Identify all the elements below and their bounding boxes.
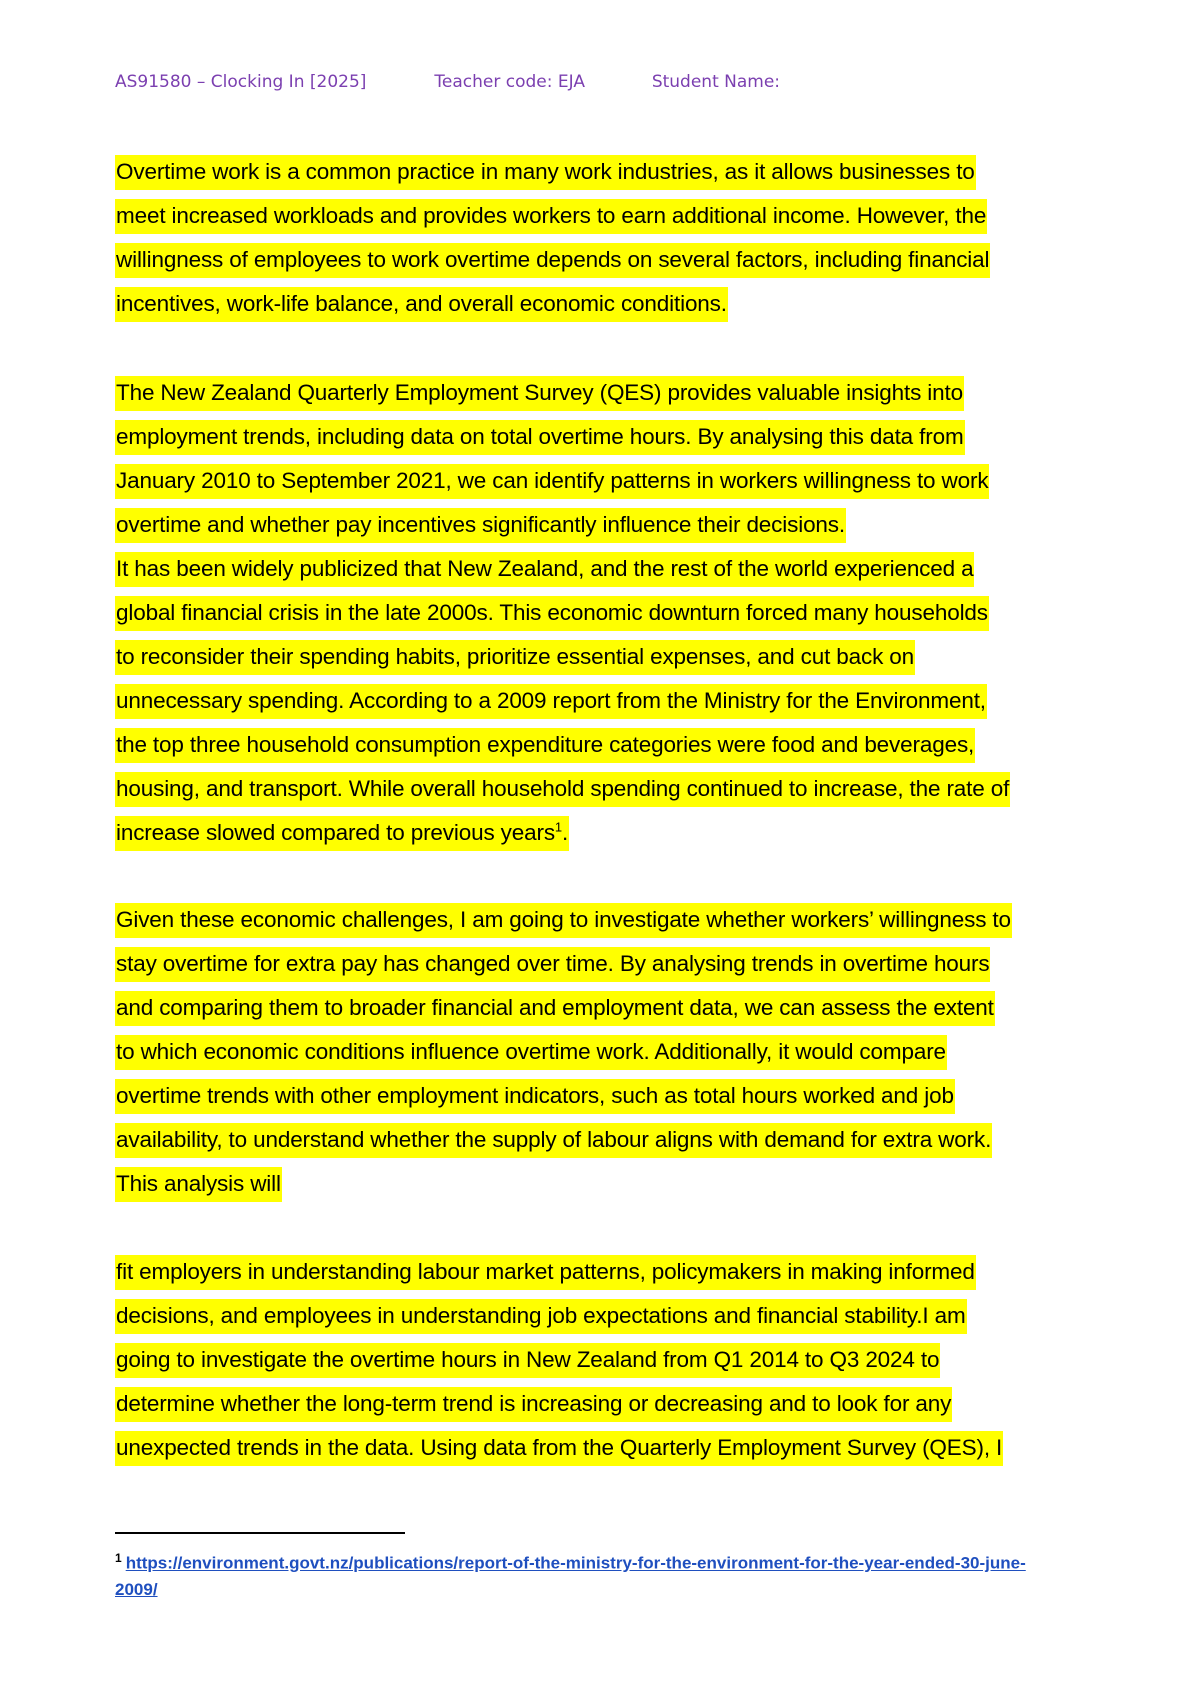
text-line: unnecessary spending. According to a 2009 report from the Ministry for the Environment, (115, 679, 1105, 723)
paragraph-3[interactable] (115, 898, 1105, 1206)
text-fragment: increase slowed compared to previous years (116, 820, 555, 845)
text-line: employment trends, including data on total overtime hours. By analysing this data from (115, 415, 1105, 459)
text-line: to which economic conditions influence overtime work. Additionally, it would compare (115, 1030, 1105, 1074)
text-line: Given these economic challenges, I am going to investigate whether workers’ willingness to (115, 898, 1105, 942)
student-name-label: Student Name: (651, 72, 781, 92)
text-line: overtime trends with other employment indicators, such as total hours worked and job (115, 1074, 1105, 1118)
text-line: to reconsider their spending habits, prioritize essential expenses, and cut back on (115, 635, 1105, 679)
footnote-link[interactable] (115, 1554, 1026, 1599)
text-line: The New Zealand Quarterly Employment Survey (QES) provides valuable insights into (115, 371, 1105, 415)
page-header (115, 72, 780, 92)
text-line: determine whether the long-term trend is increasing or decreasing and to look for any (115, 1382, 1105, 1426)
text-line: going to investigate the overtime hours in New Zealand from Q1 2014 to Q3 2024 to (115, 1338, 1105, 1382)
text-line: This analysis will (115, 1162, 1105, 1206)
footnote-number: 1 (115, 1551, 122, 1565)
text-line: willingness of employees to work overtime depends on several factors, including financial (115, 238, 1105, 282)
footnote (115, 1545, 1105, 1603)
paragraph-4[interactable] (115, 1250, 1105, 1470)
text-line: Overtime work is a common practice in many work industries, as it allows businesses to (115, 150, 1105, 194)
text-line: January 2010 to September 2021, we can identify patterns in workers willingness to work (115, 459, 1105, 503)
text-line: the top three household consumption expenditure categories were food and beverages, (115, 723, 1105, 767)
text-line: global financial crisis in the late 2000s. This economic downturn forced many households (115, 591, 1105, 635)
text-line: housing, and transport. While overall household spending continued to increase, the rate of (115, 767, 1105, 811)
text-line: unexpected trends in the data. Using data from the Quarterly Employment Survey (QES), I (115, 1426, 1105, 1470)
paragraph-2[interactable] (115, 371, 1105, 855)
text-line: availability, to understand whether the supply of labour aligns with demand for extra work. (115, 1118, 1105, 1162)
text-line (115, 811, 1105, 855)
footnote-link-line-2: 2009/ (115, 1579, 158, 1599)
text-line: overtime and whether pay incentives significantly influence their decisions. (115, 503, 1105, 547)
teacher-code: Teacher code: EJA (434, 72, 585, 92)
text-line: incentives, work-life balance, and overall economic conditions. (115, 282, 1105, 326)
text-line: stay overtime for extra pay has changed over time. By analysing trends in overtime hours (115, 942, 1105, 986)
paragraph-1[interactable] (115, 150, 1105, 326)
footnote-link-line-1: https://environment.govt.nz/publications/report-of-the-ministry-for-the-environment-for-the-year-ended-30-june- (125, 1553, 1026, 1573)
text-line: It has been widely publicized that New Zealand, and the rest of the world experienced a (115, 547, 1105, 591)
text-line: decisions, and employees in understanding job expectations and financial stability.I am (115, 1294, 1105, 1338)
footnote-separator (115, 1532, 405, 1534)
text-line: fit employers in understanding labour market patterns, policymakers in making informed (115, 1250, 1105, 1294)
footnote-reference[interactable]: 1 (554, 819, 563, 835)
text-fragment: . (562, 820, 569, 845)
text-line: meet increased workloads and provides workers to earn additional income. However, the (115, 194, 1105, 238)
text-line: and comparing them to broader financial and employment data, we can assess the extent (115, 986, 1105, 1030)
course-title: AS91580 – Clocking In [2025] (115, 72, 367, 92)
